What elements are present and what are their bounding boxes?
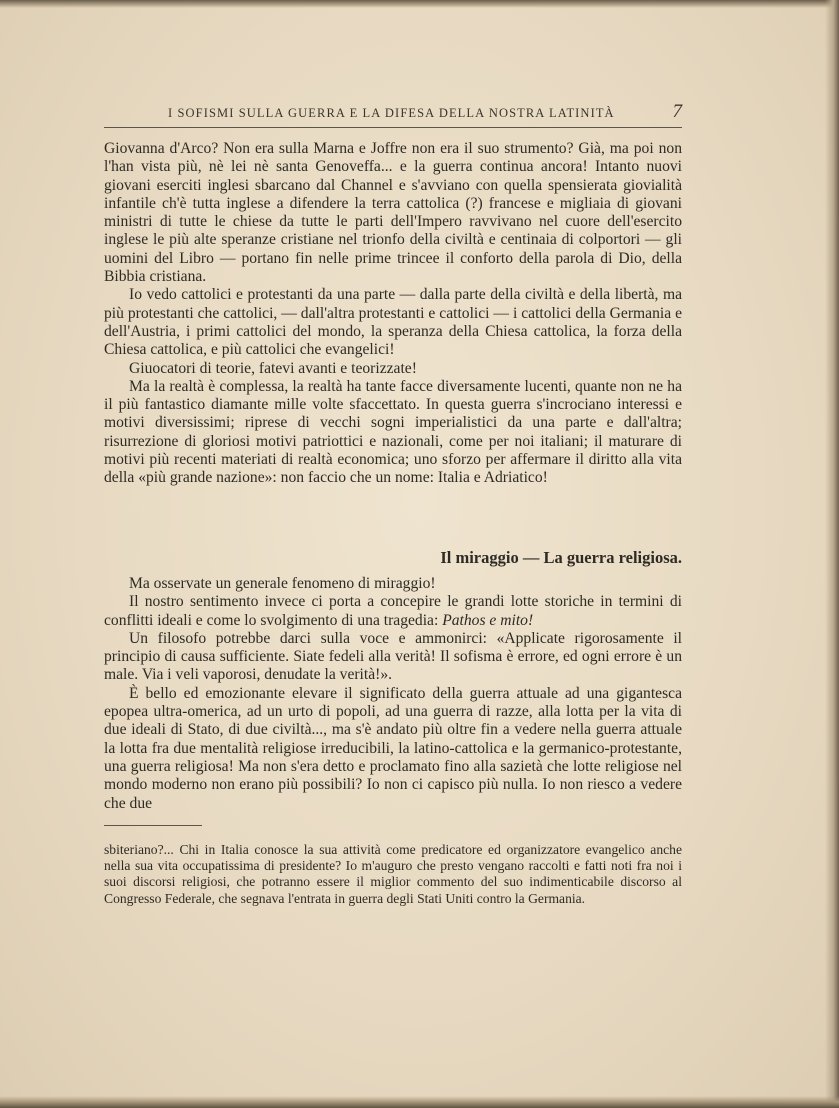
paragraph: Un filosofo potrebbe darci sulla voce e ammonirci: «Applicate rigorosamente il principio di causa sufficiente. Siate fedeli alla verità! Il sofisma è errore, ed ogni errore è un male. Via i veli vaporosi, denudate la verità!». [104, 629, 682, 684]
footnote-text: sbiteriano?... Chi in Italia conosce la sua attività come predicatore ed organizzatore evangelico anche nella sua vita occupatissima di presidente? Io m'auguro che presto vengano raccolti e fatti noti fra noi i suoi discorsi religiosi, che potranno essere il miglior commento del suo indimenticabile discorso al Congresso Federale, che segnava l'entrata in guerra degli Stati Uniti contro la Germania. [104, 842, 682, 906]
paragraph: Ma la realtà è complessa, la realtà ha tante facce diversamente lucenti, quante non ne ha il più fantastico diamante mille volte sfaccettato. In questa guerra s'incrociano interessi e motivi diversissimi; riprese di vecchi sogni imperialistici da una parte e dall'altra; risurrezione di gloriosi motivi patriottici e nazionali, come per noi italiani; il maturare di motivi più recenti materiati di realtà economica; uno sforzo per affermare il diritto alla vita della «più grande nazione»: non faccio che un nome: Italia e Adriatico! [104, 377, 682, 487]
running-head [104, 103, 682, 125]
paragraph: Io vedo cattolici e protestanti da una parte — dalla parte della civiltà e della libertà, ma più protestanti che cattolici, — dall'altra protestanti e cattolici — i cattolici della Germania e dell'Austria, i primi cattolici del mondo, la speranza della Chiesa cattolica, la forza della Chiesa cattolica, e più cattolici che evangelici! [104, 286, 682, 359]
footnote [104, 842, 682, 907]
header-rule [104, 127, 682, 128]
paragraph: Giuocatori di teorie, fatevi avanti e teorizzate! [129, 359, 417, 377]
running-title: I SOFISMI SULLA GUERRA E LA DIFESA DELLA NOSTRA LATINITÀ [168, 106, 615, 120]
paragraph [104, 593, 682, 630]
paragraph: Giovanna d'Arco? Non era sulla Marna e Joffre non era il suo strumento? Già, ma poi non l'han vista più, nè lei nè santa Genoveffa... e la guerra continua ancora! Intanto nuovi giovani eserciti inglesi sbarcano dal Channel e s'avviano con quella spensierata giovialità infantile ch'è tutta inglese a difendere la terra cattolica (?) francese e migliaia di giovani ministri di tutte le chiese da tutte le parti dell'Impero ravvivano nel cuore dell'esercito inglese le più alte speranze cristiane nel trionfo della civiltà e centinaia di colportori — gli uomini del Libro — portano fin nelle prime trincee il conforto della parola di Dio, della Bibbia cristiana. [104, 140, 682, 286]
section-heading: Il miraggio — La guerra religiosa. [440, 548, 682, 567]
footnote-rule [104, 825, 202, 826]
paragraph: Ma osservate un generale fenomeno di miraggio! [129, 575, 436, 592]
page-right-edge [825, 0, 839, 1108]
page-number: 7 [672, 101, 682, 122]
body-text [104, 140, 682, 488]
paragraph-text: Il nostro sentimento invece ci porta a concepire le grandi lotte storiche in termini di conflitti ideali e come lo svolgimento di una tragedia: [104, 593, 682, 629]
page-bottom-edge [0, 1096, 839, 1108]
italic-phrase: Pathos e mito! [442, 611, 534, 629]
page-top-edge [0, 0, 839, 8]
section-body-text [104, 575, 682, 813]
paragraph: È bello ed emozionante elevare il significato della guerra attuale ad una gigantesca epopea ultra-omerica, ad un urto di popoli, ad una guerra di razze, alla lotta per la vita di due ideali di Stato, di due civiltà..., ma s'è andato più oltre fin a vedere nella guerra attuale la lotta fra due mentalità religiose irreducibili, la latino-cattolica e la germanico-protestante, una guerra religiosa! Ma non s'era detto e proclamato fino alla sazietà che lotte religiose nel mondo moderno non erano più possibili? Io non ci capisco più nulla. Io non riesco a vedere che due [104, 684, 682, 812]
